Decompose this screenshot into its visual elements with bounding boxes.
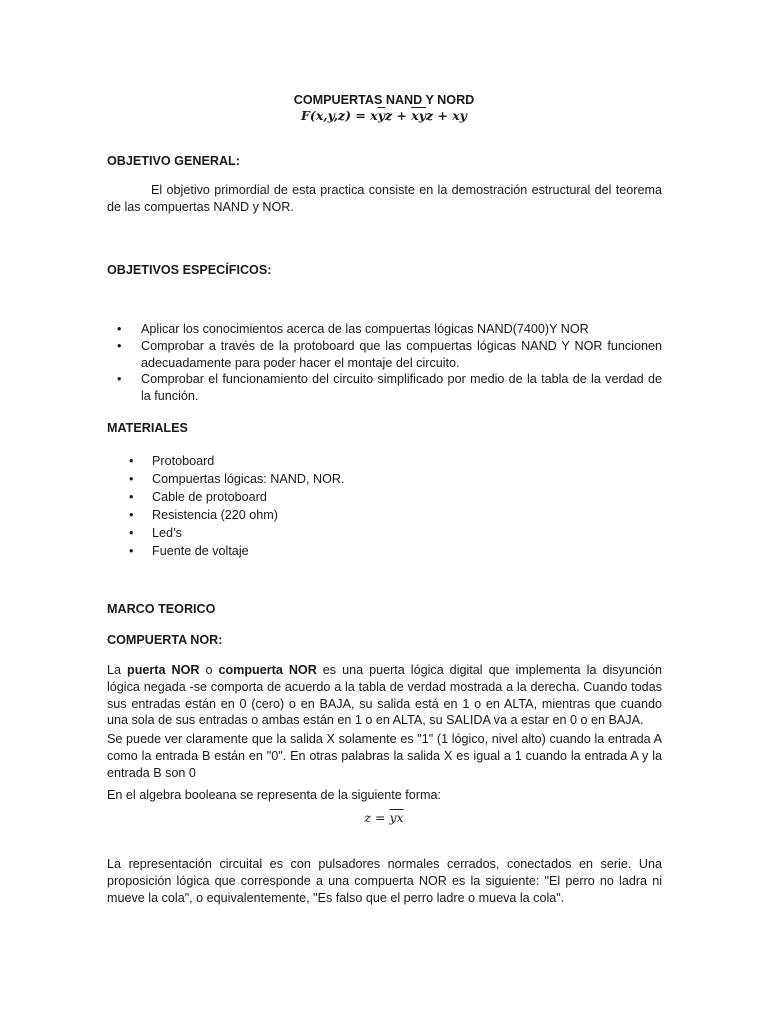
equation-lhs: z =: [364, 810, 390, 825]
list-item-text: Cable de protoboard: [152, 490, 267, 504]
list-item: [107, 542, 507, 560]
bullet-icon: •: [117, 338, 122, 353]
formula-term2-rest: z + xy: [425, 108, 467, 123]
para1-mid: o: [199, 663, 219, 677]
para1-bold-puerta-nor: puerta NOR: [127, 663, 200, 677]
materiales-list: [107, 452, 507, 560]
list-item: [107, 371, 662, 405]
para1-bold-compuerta-nor: compuerta NOR: [218, 663, 317, 677]
bullet-icon: •: [129, 526, 134, 540]
formula-term1-rest: z +: [384, 108, 412, 123]
formula-prefix: F(x,y,z) = x: [301, 108, 378, 123]
compuerta-nor-heading: COMPUERTA NOR:: [107, 633, 223, 647]
marco-teorico-paragraph-4: La representación circuital es con pulsadores normales cerrados, conectados en serie. Una proposición lógica que corresponde a una compuerta NOR es la siguiente: "El perro no ladra ni mueve la cola", o equivalentemente, "Es falso que el perro ladre o mueva la cola".: [107, 857, 662, 905]
bullet-icon: •: [129, 490, 134, 504]
objetivo-general-heading: OBJETIVO GENERAL:: [107, 154, 240, 168]
equation-negated-term: $\overline{yx}$: [389, 810, 404, 825]
list-item: [107, 488, 507, 506]
list-item-text: Protoboard: [152, 454, 215, 468]
formula-term2-negated-x: $\overline{x}$: [411, 108, 419, 123]
bullet-icon: •: [129, 472, 134, 486]
para1-pre: La: [107, 663, 127, 677]
objetivos-especificos-heading: OBJETIVOS ESPECÍFICOS:: [107, 263, 272, 277]
list-item-text: Compuertas lógicas: NAND, NOR.: [152, 472, 345, 486]
nor-equation: [0, 810, 768, 827]
materiales-heading: MATERIALES: [107, 421, 188, 435]
marco-teorico-paragraph-1: [107, 662, 662, 729]
marco-teorico-heading: MARCO TEORICO: [107, 602, 216, 616]
bullet-icon: •: [129, 544, 134, 558]
marco-teorico-paragraph-2: Se puede ver claramente que la salida X solamente es "1" (1 lógico, nivel alto) cuando la entrada A como la entrada B están en "0". En otras palabras la salida X es igual a 1 cuando la entrada A y la entrada B son 0: [107, 732, 662, 780]
formula-term2-negated-y: $\overline{y}$: [418, 108, 426, 123]
list-item-text: Resistencia (220 ohm): [152, 508, 278, 522]
page-title: COMPUERTAS NAND Y NORD: [293, 93, 475, 107]
list-item: [107, 452, 507, 470]
list-item-text: Comprobar el funcionamiento del circuito simplificado por medio de la tabla de la verdad de la función.: [141, 372, 662, 404]
objetivos-especificos-list: [107, 321, 662, 405]
para1-post: es una puerta lógica digital que implementa la disyunción lógica negada -se comporta de acuerdo a la tabla de verdad mostrada a la derecha. Cuando todas sus entradas están en 0 (cero) o en BAJA, su salida está en 1 o en ALTA, mientras que cuando una sola de sus entradas o ambas están en 1 o en ALTA, su SALIDA va a estar en 0 o en BAJA.: [107, 663, 662, 728]
list-item: [107, 321, 662, 338]
formula-term1-negated: $\overline{y}$: [377, 108, 385, 123]
list-item-text: Aplicar los conocimientos acerca de las compuertas lógicas NAND(7400)Y NOR: [141, 322, 589, 336]
bullet-icon: •: [129, 454, 134, 468]
boolean-function-formula: [0, 108, 768, 125]
objetivo-general-text: El objetivo primordial de esta practica consiste en la demostración estructural del teorema de las compuertas NAND y NOR.: [107, 183, 662, 214]
list-item-text: Fuente de voltaje: [152, 544, 249, 558]
marco-teorico-paragraph-3: En el algebra booleana se representa de la siguiente forma:: [107, 788, 441, 802]
bullet-icon: •: [129, 508, 134, 522]
list-item-text: Led’s: [152, 526, 182, 540]
bullet-icon: •: [117, 322, 122, 336]
list-item: [107, 470, 507, 488]
list-item-text: Comprobar a través de la protoboard que las compuertas lógicas NAND Y NOR funcionen adecuadamente para poder hacer el montaje del circuito.: [141, 338, 662, 370]
list-item: [107, 338, 662, 372]
list-item: [107, 524, 507, 542]
list-item: [107, 506, 507, 524]
bullet-icon: •: [117, 372, 122, 387]
